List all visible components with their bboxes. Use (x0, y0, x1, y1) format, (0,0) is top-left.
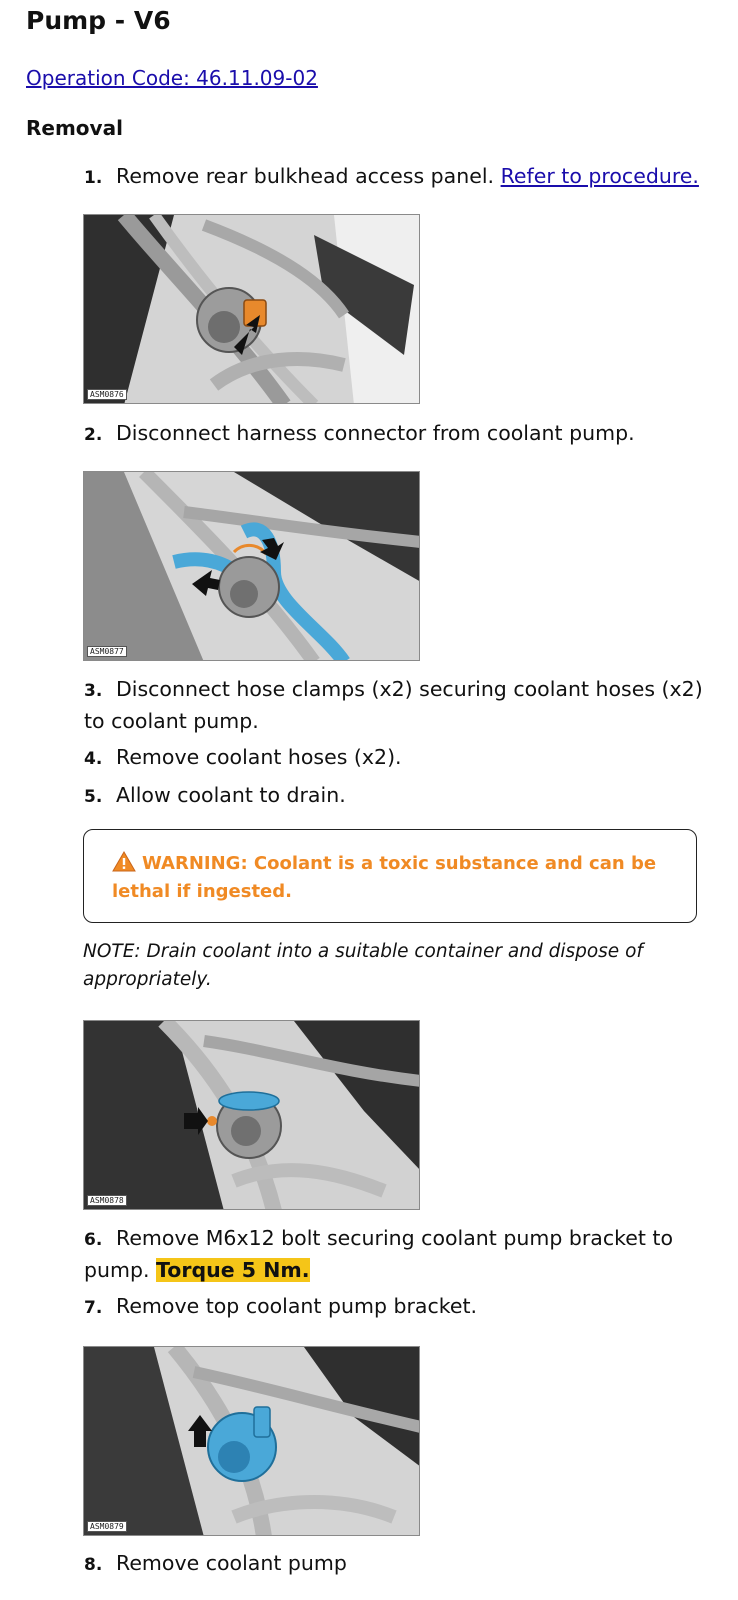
step-3 (84, 674, 704, 736)
note-text: NOTE: Drain coolant into a suitable container and dispose of appropriately. (83, 941, 643, 990)
figure-code: ASM0878 (87, 1195, 127, 1206)
page-title: Pump - V6 (26, 6, 171, 35)
figure-asm0876 (83, 214, 420, 404)
warning-text: WARNING: Coolant is a toxic substance and can be lethal if ingested. (112, 853, 657, 902)
illustration-pump-bracket-bolt (84, 1021, 420, 1210)
step-text: Disconnect harness connector from coolant pump. (116, 421, 635, 445)
illustration-hose-clamps (84, 472, 420, 661)
torque-spec-highlight: Torque 5 Nm. (156, 1258, 310, 1282)
figure-asm0879 (83, 1346, 420, 1536)
step-number: 5. (84, 787, 103, 807)
warning-triangle-icon (112, 851, 136, 872)
figure-code: ASM0877 (87, 646, 127, 657)
figure-code: ASM0879 (87, 1521, 127, 1532)
step-text: Remove top coolant pump bracket. (116, 1294, 478, 1318)
step-number: 7. (84, 1298, 103, 1318)
step-number: 3. (84, 681, 103, 701)
step-2 (84, 418, 704, 450)
step-1 (84, 161, 704, 193)
step-text: Remove coolant hoses (x2). (116, 745, 402, 769)
step-number: 6. (84, 1230, 103, 1250)
section-heading-removal: Removal (26, 116, 123, 140)
figure-asm0878 (83, 1020, 420, 1210)
illustration-coolant-pump-removal (84, 1347, 420, 1536)
step-number: 2. (84, 425, 103, 445)
step-number: 4. (84, 749, 103, 769)
step-8 (84, 1548, 704, 1580)
step-7 (84, 1291, 704, 1323)
refer-to-procedure-link[interactable]: Refer to procedure. (500, 164, 699, 188)
figure-code: ASM0876 (87, 389, 127, 400)
step-text: Remove coolant pump (116, 1551, 347, 1575)
step-text: Remove M6x12 bolt securing coolant pump bracket to pump. (84, 1226, 674, 1282)
step-4 (84, 742, 704, 774)
step-5 (84, 780, 704, 812)
step-number: 8. (84, 1555, 103, 1575)
step-number: 1. (84, 168, 103, 188)
warning-box (83, 829, 697, 923)
step-text: Disconnect hose clamps (x2) securing coolant hoses (x2) to coolant pump. (84, 677, 703, 733)
figure-asm0877 (83, 471, 420, 661)
step-6 (84, 1223, 704, 1285)
illustration-harness-connector (84, 215, 420, 404)
step-text: Allow coolant to drain. (116, 783, 346, 807)
operation-code-link[interactable]: Operation Code: 46.11.09-02 (26, 66, 318, 90)
step-text: Remove rear bulkhead access panel. (116, 164, 495, 188)
